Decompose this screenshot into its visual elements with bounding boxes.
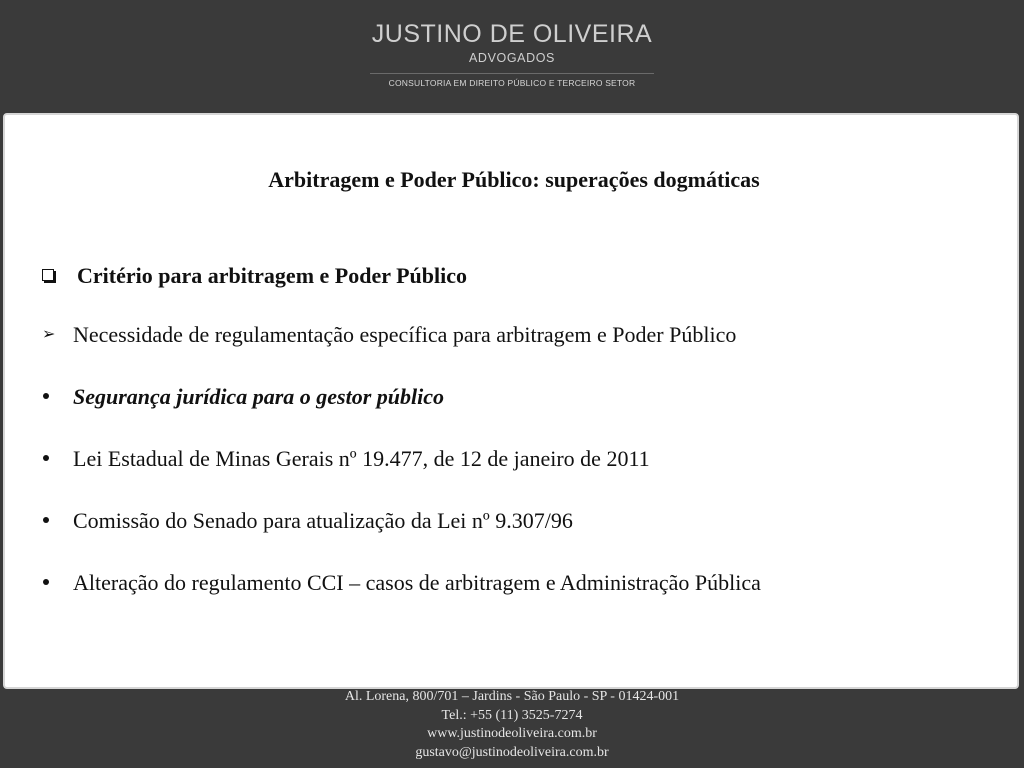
firm-subtitle: ADVOGADOS <box>469 51 555 65</box>
logo-divider <box>370 73 654 74</box>
dot-icon <box>43 517 49 523</box>
header <box>0 0 1024 112</box>
firm-tagline: CONSULTORIA EM DIREITO PÚBLICO E TERCEIRO SETOR <box>388 78 636 88</box>
list-item-text: Alteração do regulamento CCI – casos de arbitragem e Administração Pública <box>73 570 761 595</box>
dot-icon <box>43 579 49 585</box>
slide-title: Arbitragem e Poder Público: superações dogmáticas <box>268 167 760 192</box>
section-heading-text: Critério para arbitragem e Poder Público <box>77 263 467 288</box>
list-item-text: Necessidade de regulamentação específica para arbitragem e Poder Público <box>73 322 737 347</box>
footer-address: Al. Lorena, 800/701 – Jardins - São Paulo - SP - 01424-001 <box>344 689 680 704</box>
dot-icon <box>43 455 49 461</box>
checkbox-icon <box>42 269 54 281</box>
firm-name: JUSTINO DE OLIVEIRA <box>371 20 653 48</box>
footer <box>0 688 1024 762</box>
arrow-icon: ➢ <box>42 324 56 343</box>
footer-phone: Tel.: +55 (11) 3525-7274 <box>441 707 583 723</box>
list-item-text: Lei Estadual de Minas Gerais nº 19.477, de 12 de janeiro de 2011 <box>73 446 650 471</box>
list-item-text: Segurança jurídica para o gestor público <box>73 384 444 409</box>
list-item-text: Comissão do Senado para atualização da Lei nº 9.307/96 <box>73 508 573 533</box>
slide-content <box>3 113 1019 689</box>
dot-icon <box>43 393 49 399</box>
footer-email[interactable]: gustavo@justinodeoliveira.com.br <box>415 744 609 760</box>
footer-website[interactable]: www.justinodeoliveira.com.br <box>427 726 597 741</box>
